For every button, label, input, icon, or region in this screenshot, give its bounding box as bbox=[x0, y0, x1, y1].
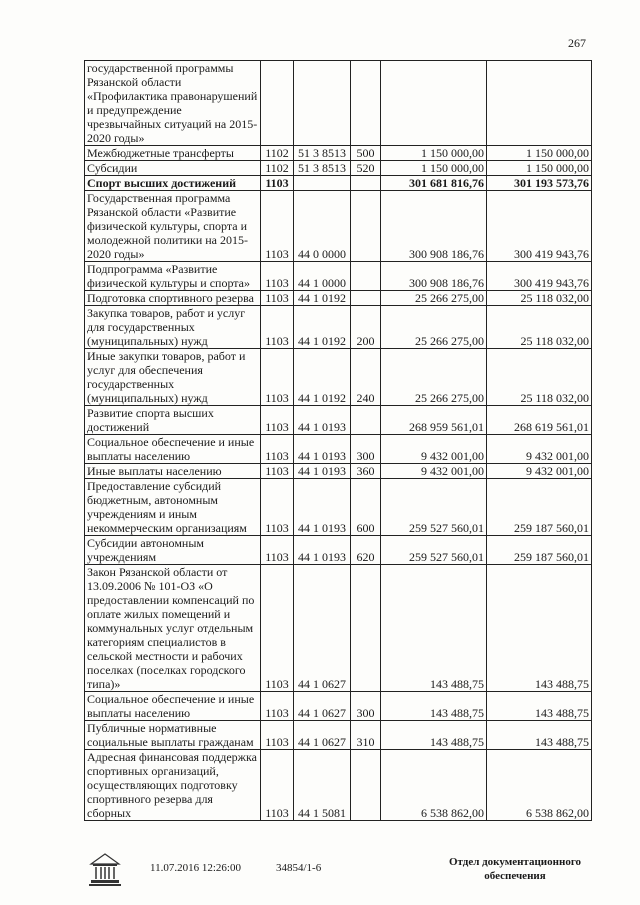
row-target-article-cell: 44 1 5081 bbox=[294, 750, 351, 821]
table-row bbox=[85, 464, 592, 479]
row-target-article-cell: 44 1 0193 bbox=[294, 536, 351, 565]
row-expense-type-cell bbox=[351, 565, 381, 692]
row-name-cell: Подготовка спортивного резерва bbox=[85, 291, 261, 306]
table-row bbox=[85, 262, 592, 291]
row-expense-type-cell: 300 bbox=[351, 692, 381, 721]
row-sum-2018-cell: 259 187 560,01 bbox=[487, 536, 592, 565]
row-target-article-cell bbox=[294, 61, 351, 146]
row-sum-2018-cell: 259 187 560,01 bbox=[487, 479, 592, 536]
row-expense-type-cell: 360 bbox=[351, 464, 381, 479]
row-expense-type-cell bbox=[351, 176, 381, 191]
row-name-cell: государственной программы Рязанской области «Профилактика правонарушений и предупреждение чрезвычайных ситуаций на 2015-2020 годы» bbox=[85, 61, 261, 146]
row-sum-2017-cell: 25 266 275,00 bbox=[381, 349, 487, 406]
row-sum-2018-cell: 25 118 032,00 bbox=[487, 291, 592, 306]
row-section-code-cell: 1103 bbox=[261, 721, 294, 750]
table-row bbox=[85, 306, 592, 349]
row-target-article-cell: 44 1 0627 bbox=[294, 692, 351, 721]
table-row bbox=[85, 406, 592, 435]
table-row bbox=[85, 479, 592, 536]
row-section-code-cell: 1103 bbox=[261, 306, 294, 349]
row-sum-2017-cell: 25 266 275,00 bbox=[381, 306, 487, 349]
row-sum-2017-cell: 300 908 186,76 bbox=[381, 191, 487, 262]
duma-building-logo-icon bbox=[88, 852, 122, 888]
row-section-code-cell: 1103 bbox=[261, 692, 294, 721]
row-target-article-cell: 44 1 0193 bbox=[294, 406, 351, 435]
row-sum-2017-cell: 301 681 816,76 bbox=[381, 176, 487, 191]
row-name-cell: Субсидии автономным учреждениям bbox=[85, 536, 261, 565]
row-name-cell: Субсидии bbox=[85, 161, 261, 176]
row-sum-2018-cell bbox=[487, 61, 592, 146]
row-sum-2017-cell: 1 150 000,00 bbox=[381, 146, 487, 161]
row-expense-type-cell bbox=[351, 750, 381, 821]
row-sum-2017-cell: 143 488,75 bbox=[381, 692, 487, 721]
row-sum-2018-cell: 300 419 943,76 bbox=[487, 262, 592, 291]
row-section-code-cell: 1103 bbox=[261, 435, 294, 464]
row-target-article-cell: 44 0 0000 bbox=[294, 191, 351, 262]
row-expense-type-cell: 500 bbox=[351, 146, 381, 161]
row-expense-type-cell bbox=[351, 291, 381, 306]
row-expense-type-cell: 620 bbox=[351, 536, 381, 565]
row-name-cell: Иные выплаты населению bbox=[85, 464, 261, 479]
row-expense-type-cell bbox=[351, 191, 381, 262]
row-sum-2018-cell: 143 488,75 bbox=[487, 692, 592, 721]
row-section-code-cell: 1102 bbox=[261, 161, 294, 176]
row-target-article-cell: 44 1 0193 bbox=[294, 464, 351, 479]
row-sum-2017-cell: 25 266 275,00 bbox=[381, 291, 487, 306]
row-section-code-cell: 1103 bbox=[261, 349, 294, 406]
row-sum-2018-cell: 9 432 001,00 bbox=[487, 464, 592, 479]
budget-table bbox=[84, 60, 592, 821]
table-row bbox=[85, 146, 592, 161]
row-sum-2018-cell: 143 488,75 bbox=[487, 565, 592, 692]
table-row bbox=[85, 565, 592, 692]
row-target-article-cell: 51 3 8513 bbox=[294, 161, 351, 176]
footer-department-line2: обеспечения bbox=[484, 870, 546, 882]
row-sum-2017-cell bbox=[381, 61, 487, 146]
page-number: 267 bbox=[568, 36, 586, 50]
table-row bbox=[85, 435, 592, 464]
row-section-code-cell: 1103 bbox=[261, 536, 294, 565]
row-sum-2017-cell: 9 432 001,00 bbox=[381, 435, 487, 464]
footer-department-line1: Отдел документационного bbox=[448, 856, 582, 868]
table-row bbox=[85, 692, 592, 721]
row-name-cell: Публичные нормативные социальные выплаты гражданам bbox=[85, 721, 261, 750]
row-name-cell: Развитие спорта высших достижений bbox=[85, 406, 261, 435]
row-section-code-cell: 1103 bbox=[261, 191, 294, 262]
row-target-article-cell: 44 1 0193 bbox=[294, 479, 351, 536]
row-section-code-cell: 1103 bbox=[261, 565, 294, 692]
row-name-cell: Иные закупки товаров, работ и услуг для обеспечения государственных (муниципальных) нужд bbox=[85, 349, 261, 406]
row-name-cell: Социальное обеспечение и иные выплаты населению bbox=[85, 435, 261, 464]
row-sum-2018-cell: 1 150 000,00 bbox=[487, 161, 592, 176]
row-target-article-cell: 44 1 0192 bbox=[294, 291, 351, 306]
row-expense-type-cell: 520 bbox=[351, 161, 381, 176]
row-name-cell: Спорт высших достижений bbox=[85, 176, 261, 191]
row-expense-type-cell bbox=[351, 262, 381, 291]
row-target-article-cell: 44 1 0192 bbox=[294, 306, 351, 349]
row-name-cell: Закупка товаров, работ и услуг для государственных (муниципальных) нужд bbox=[85, 306, 261, 349]
row-target-article-cell: 44 1 0193 bbox=[294, 435, 351, 464]
row-expense-type-cell bbox=[351, 406, 381, 435]
row-name-cell: Закон Рязанской области от 13.09.2006 № 101-ОЗ «О предоставлении компенсаций по оплате жилых помещений и коммунальных услуг отдельным категориям специалистов в сельской местности и рабочих поселках (поселках городского типа)» bbox=[85, 565, 261, 692]
row-section-code-cell: 1103 bbox=[261, 406, 294, 435]
row-sum-2017-cell: 259 527 560,01 bbox=[381, 479, 487, 536]
row-target-article-cell: 44 1 0000 bbox=[294, 262, 351, 291]
row-section-code-cell: 1103 bbox=[261, 291, 294, 306]
row-sum-2018-cell: 6 538 862,00 bbox=[487, 750, 592, 821]
row-name-cell: Предоставление субсидий бюджетным, автономным учреждениям и иным некоммерческим организациям bbox=[85, 479, 261, 536]
row-section-code-cell: 1103 bbox=[261, 262, 294, 291]
row-name-cell: Государственная программа Рязанской области «Развитие физической культуры, спорта и молодежной политики на 2015-2020 годы» bbox=[85, 191, 261, 262]
row-target-article-cell: 44 1 0627 bbox=[294, 565, 351, 692]
table-row bbox=[85, 536, 592, 565]
row-target-article-cell: 44 1 0192 bbox=[294, 349, 351, 406]
row-sum-2018-cell: 9 432 001,00 bbox=[487, 435, 592, 464]
table-row bbox=[85, 191, 592, 262]
row-target-article-cell: 44 1 0627 bbox=[294, 721, 351, 750]
row-sum-2017-cell: 9 432 001,00 bbox=[381, 464, 487, 479]
row-target-article-cell: 51 3 8513 bbox=[294, 146, 351, 161]
table-row bbox=[85, 291, 592, 306]
row-section-code-cell: 1103 bbox=[261, 479, 294, 536]
row-target-article-cell bbox=[294, 176, 351, 191]
row-name-cell: Адресная финансовая поддержка спортивных организаций, осуществляющих подготовку спортивного резерва для сборных bbox=[85, 750, 261, 821]
row-sum-2017-cell: 1 150 000,00 bbox=[381, 161, 487, 176]
row-sum-2017-cell: 300 908 186,76 bbox=[381, 262, 487, 291]
table-row bbox=[85, 161, 592, 176]
row-expense-type-cell: 300 bbox=[351, 435, 381, 464]
row-section-code-cell bbox=[261, 61, 294, 146]
row-sum-2017-cell: 268 959 561,01 bbox=[381, 406, 487, 435]
row-sum-2017-cell: 143 488,75 bbox=[381, 565, 487, 692]
footer-doc-number: 34854/1-6 bbox=[276, 862, 322, 874]
budget-table-body bbox=[85, 61, 592, 821]
row-sum-2017-cell: 6 538 862,00 bbox=[381, 750, 487, 821]
row-section-code-cell: 1103 bbox=[261, 464, 294, 479]
table-row bbox=[85, 176, 592, 191]
table-row bbox=[85, 750, 592, 821]
row-sum-2017-cell: 259 527 560,01 bbox=[381, 536, 487, 565]
row-sum-2018-cell: 25 118 032,00 bbox=[487, 349, 592, 406]
row-sum-2017-cell: 143 488,75 bbox=[381, 721, 487, 750]
row-name-cell: Межбюджетные трансферты bbox=[85, 146, 261, 161]
row-sum-2018-cell: 1 150 000,00 bbox=[487, 146, 592, 161]
table-row bbox=[85, 349, 592, 406]
row-expense-type-cell: 200 bbox=[351, 306, 381, 349]
row-sum-2018-cell: 300 419 943,76 bbox=[487, 191, 592, 262]
footer-datetime: 11.07.2016 12:26:00 bbox=[150, 862, 241, 874]
row-name-cell: Подпрограмма «Развитие физической культуры и спорта» bbox=[85, 262, 261, 291]
row-expense-type-cell bbox=[351, 61, 381, 146]
row-name-cell: Социальное обеспечение и иные выплаты населению bbox=[85, 692, 261, 721]
row-sum-2018-cell: 268 619 561,01 bbox=[487, 406, 592, 435]
row-expense-type-cell: 310 bbox=[351, 721, 381, 750]
table-row bbox=[85, 721, 592, 750]
row-section-code-cell: 1103 bbox=[261, 176, 294, 191]
row-section-code-cell: 1103 bbox=[261, 750, 294, 821]
row-sum-2018-cell: 301 193 573,76 bbox=[487, 176, 592, 191]
footer-department bbox=[440, 855, 590, 883]
table-row bbox=[85, 61, 592, 146]
row-section-code-cell: 1102 bbox=[261, 146, 294, 161]
row-expense-type-cell: 600 bbox=[351, 479, 381, 536]
row-sum-2018-cell: 25 118 032,00 bbox=[487, 306, 592, 349]
row-expense-type-cell: 240 bbox=[351, 349, 381, 406]
row-sum-2018-cell: 143 488,75 bbox=[487, 721, 592, 750]
